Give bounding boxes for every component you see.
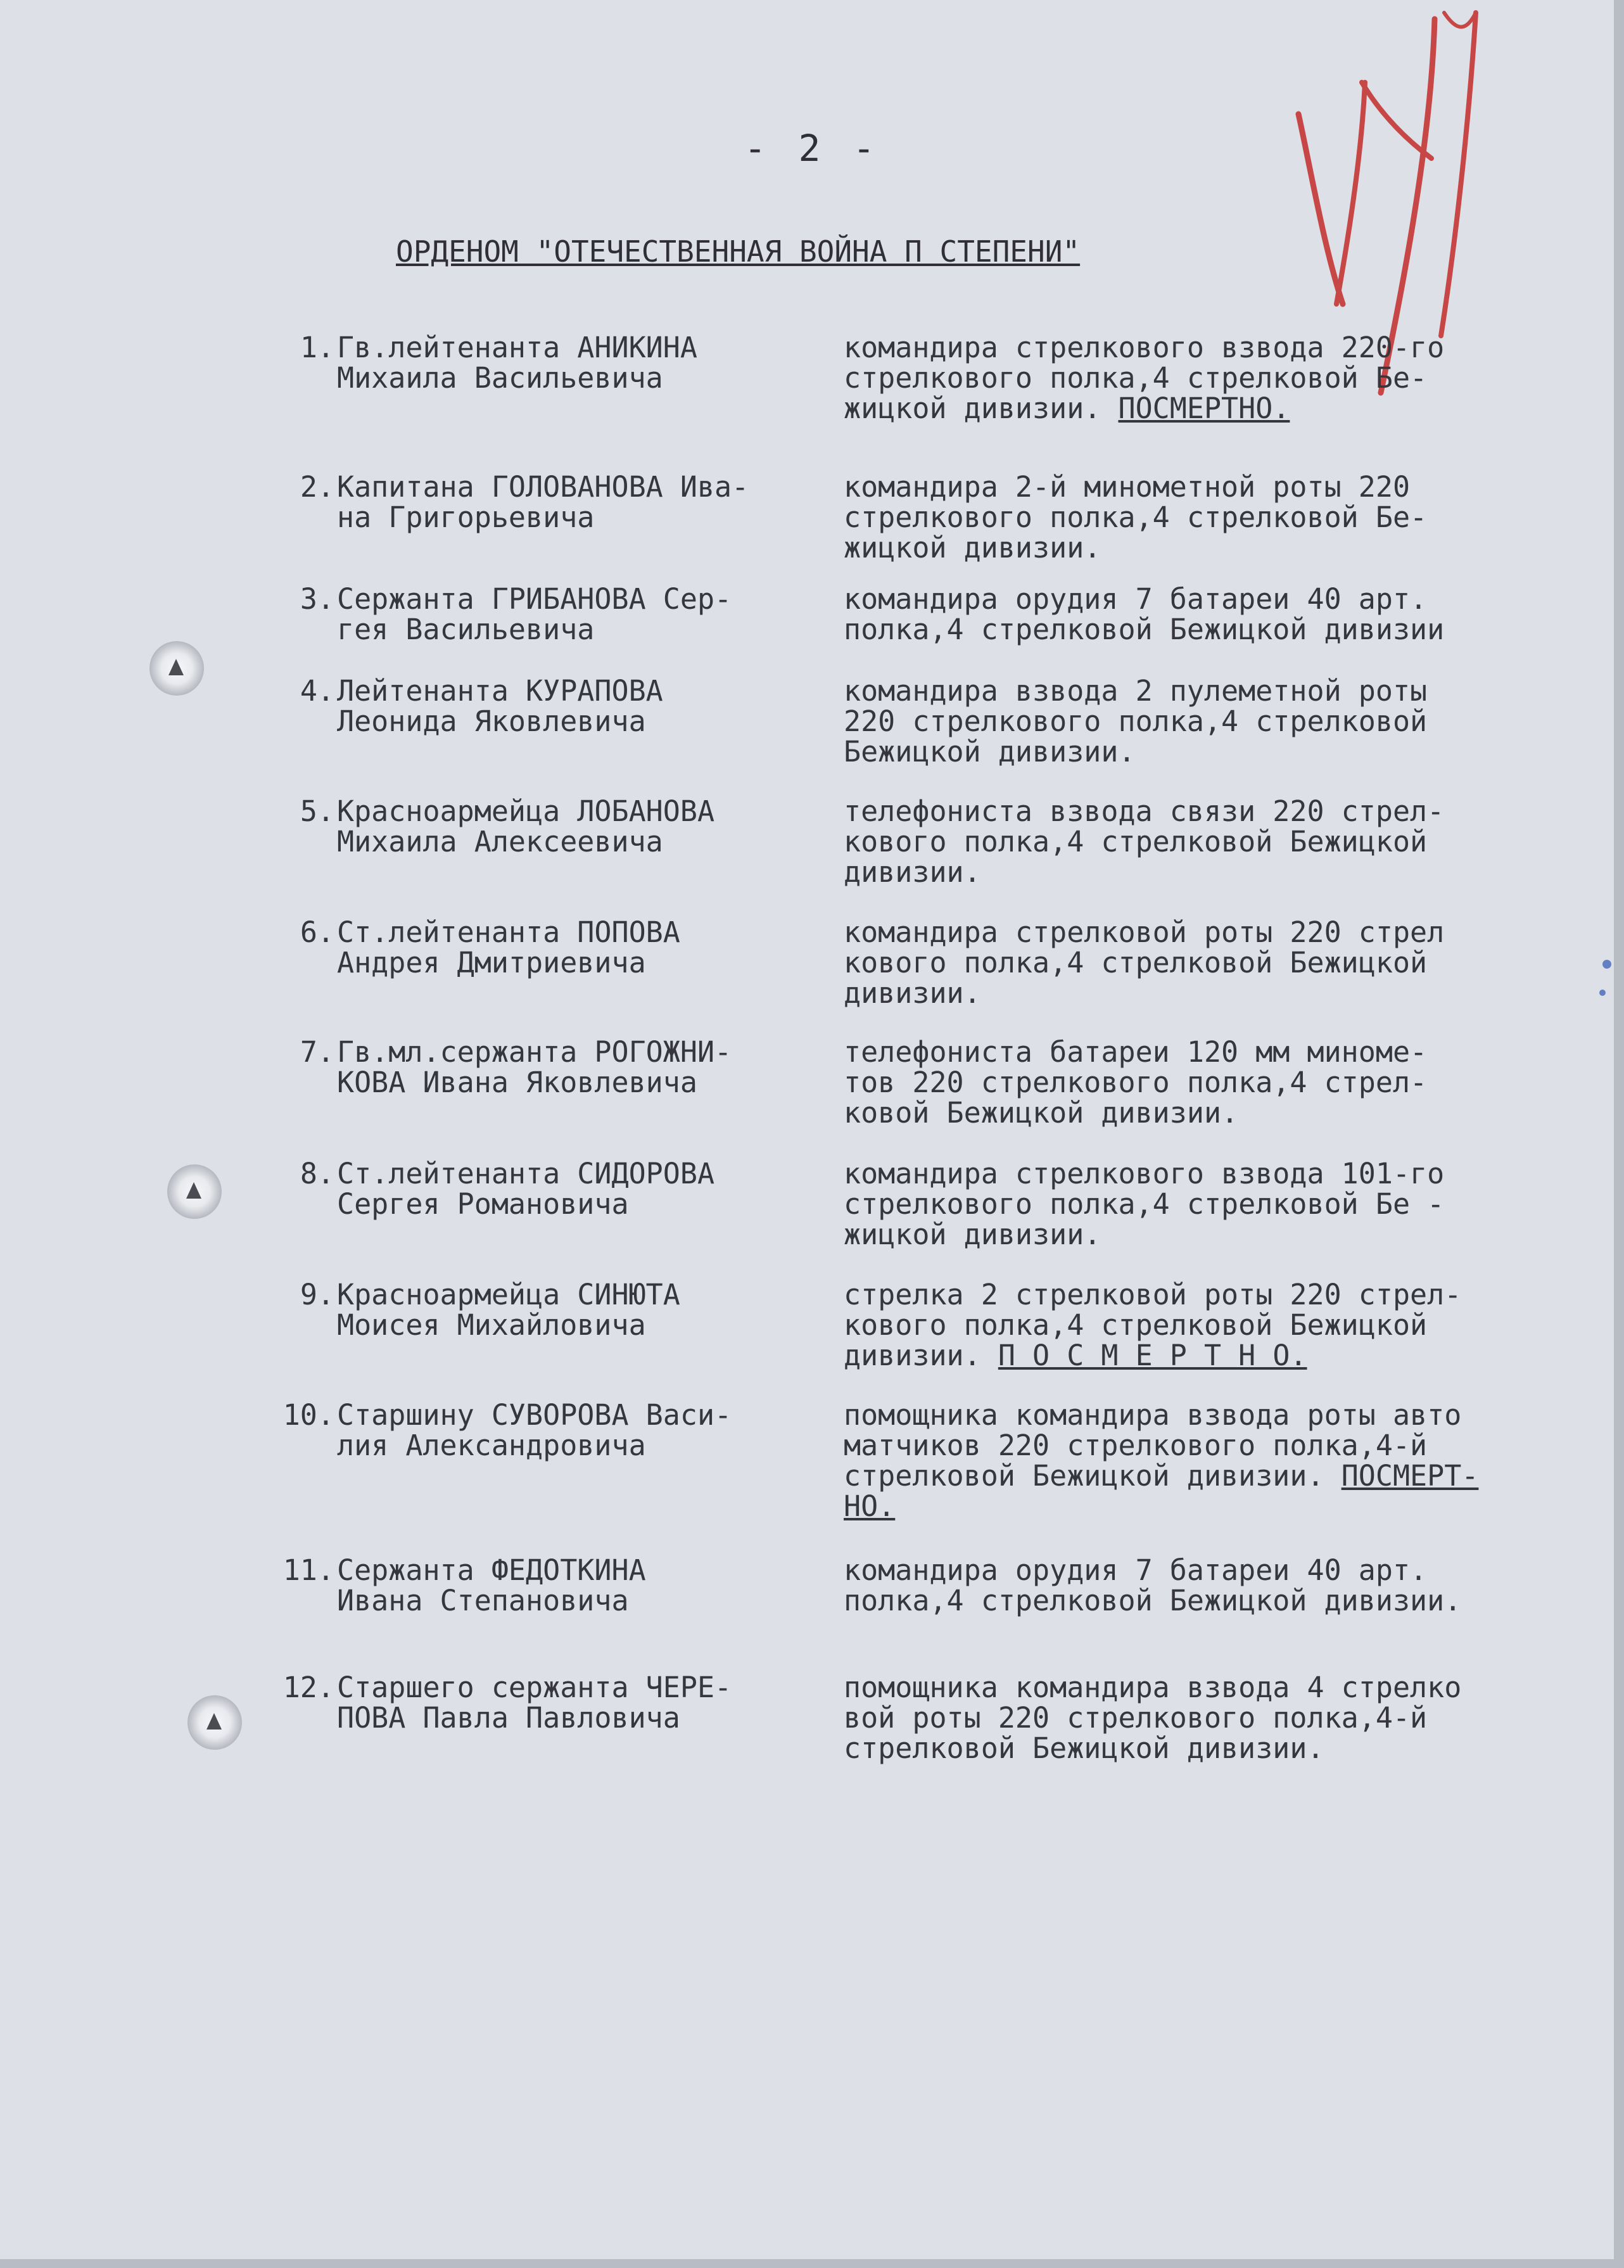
entry-number: 4. [300, 674, 334, 708]
recipient-name: Капитана ГОЛОВАНОВА Ива- на Григорьевича [337, 470, 749, 534]
award-entry [266, 584, 1609, 645]
recipient-name: Гв.мл.сержанта РОГОЖНИ- КОВА Ивана Яковлевича [337, 1035, 732, 1099]
award-entry [266, 1400, 1609, 1522]
ink-spot [1599, 990, 1606, 996]
recipient-name: Старшего сержанта ЧЕРЕ- ПОВА Павла Павловича [337, 1671, 732, 1735]
ink-spot [1602, 960, 1611, 969]
entry-number: 3. [300, 582, 334, 616]
punch-hole [149, 641, 204, 696]
award-entry [266, 796, 1609, 888]
punch-hole [187, 1695, 242, 1750]
recipient-name: Гв.лейтенанта АНИКИНА Михаила Васильевича [337, 331, 697, 395]
recipient-name: Красноармейца ЛОБАНОВА Михаила Алексеевича [337, 794, 715, 858]
position-text: помощника командира взвода 4 стрелко вой роты 220 стрелкового полка,4-й стрелковой Бежицкой дивизии. [844, 1671, 1462, 1765]
entry-number: 10. [282, 1398, 334, 1432]
award-entry [266, 1555, 1609, 1616]
position-text: командира стрелкового взвода 101-го стрелкового полка,4 стрелковой Бе - жицкой дивизии. [844, 1157, 1445, 1251]
position-text: телефониста батареи 120 мм миноме- тов 220 стрелкового полка,4 стрел- ковой Бежицкой дивизии. [844, 1035, 1428, 1130]
award-entry [266, 333, 1609, 424]
position-text: командира орудия 7 батареи 40 арт. полка,4 стрелковой Бежицкой дивизии. [844, 1553, 1462, 1617]
position-text: стрелка 2 стрелковой роты 220 стрел- кового полка,4 стрелковой Бежицкой дивизии. [844, 1278, 1462, 1372]
entry-number: 2. [300, 470, 334, 504]
award-entry [266, 472, 1609, 563]
entry-number: 1. [300, 331, 334, 364]
recipient-position [844, 796, 1604, 888]
recipient-position [844, 1037, 1604, 1128]
recipient-position [844, 676, 1604, 767]
recipient-name: Сержанта ФЕДОТКИНА Ивана Степановича [337, 1553, 646, 1617]
recipient-position [844, 1672, 1604, 1764]
posthumous-mark: ПОСМЕРТНО. [1118, 392, 1290, 425]
award-entry [266, 1159, 1609, 1250]
position-text: командира взвода 2 пулеметной роты 220 стрелкового полка,4 стрелковой Бежицкой дивизии. [844, 674, 1428, 768]
recipient-position [844, 333, 1604, 424]
recipient-name: Красноармейца СИНЮТА Моисея Михайловича [337, 1278, 680, 1342]
page-number: - 2 - [744, 127, 880, 170]
document-heading: ОРДЕНОМ "ОТЕЧЕСТВЕННАЯ ВОЙНА П СТЕПЕНИ" [396, 234, 1081, 269]
recipient-position [844, 917, 1604, 1009]
recipient-position [844, 584, 1604, 645]
award-entry [266, 1672, 1609, 1764]
award-entry [266, 917, 1609, 1009]
entry-number: 8. [300, 1157, 334, 1190]
recipient-position [844, 1280, 1604, 1371]
entry-number: 9. [300, 1278, 334, 1311]
recipient-position [844, 1555, 1604, 1616]
entry-number: 7. [300, 1035, 334, 1069]
recipient-name: Ст.лейтенанта СИДОРОВА Сергея Романовича [337, 1157, 715, 1221]
position-text: помощника командира взвода роты авто матчиков 220 стрелкового полка,4-й стрелковой Бежицкой дивизии. [844, 1398, 1462, 1493]
recipient-position [844, 472, 1604, 563]
position-text: командира орудия 7 батареи 40 арт. полка,4 стрелковой Бежицкой дивизии [844, 582, 1445, 646]
recipient-name: Сержанта ГРИБАНОВА Сер- гея Васильевича [337, 582, 732, 646]
position-text: командира стрелкового взвода 220-го стрелкового полка,4 стрелковой Бе- жицкой дивизии. [844, 331, 1445, 425]
award-entry [266, 676, 1609, 767]
entry-number: 6. [300, 915, 334, 949]
punch-hole [167, 1164, 222, 1219]
position-text: командира 2-й минометной роты 220 стрелкового полка,4 стрелковой Бе- жицкой дивизии. [844, 470, 1428, 564]
entry-number: 11. [282, 1553, 334, 1587]
posthumous-mark: П О С М Е Р Т Н О. [998, 1339, 1307, 1372]
recipient-name: Старшину СУВОРОВА Васи- лия Александровича [337, 1398, 732, 1462]
recipient-name: Ст.лейтенанта ПОПОВА Андрея Дмитриевича [337, 915, 680, 979]
position-text: телефониста взвода связи 220 стрел- кового полка,4 стрелковой Бежицкой дивизии. [844, 794, 1445, 889]
award-entry [266, 1280, 1609, 1371]
position-text: командира стрелковой роты 220 стрел кового полка,4 стрелковой Бежицкой дивизии. [844, 915, 1445, 1010]
recipient-name: Лейтенанта КУРАПОВА Леонида Яковлевича [337, 674, 663, 738]
recipient-position [844, 1159, 1604, 1250]
entry-number: 12. [282, 1671, 334, 1704]
posthumous-mark: ПОСМЕРТ- НО. [844, 1459, 1479, 1523]
recipient-position [844, 1400, 1604, 1522]
award-entry [266, 1037, 1609, 1128]
entry-number: 5. [300, 794, 334, 828]
